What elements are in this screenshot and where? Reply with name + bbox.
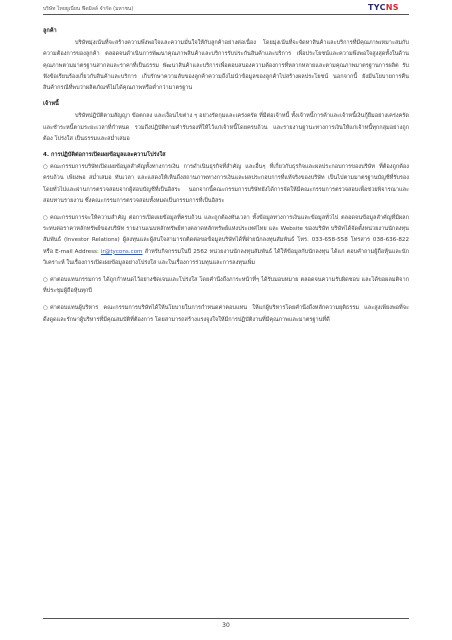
logo-main-text: TYC xyxy=(368,3,386,12)
section-heading-disclosure: 4. การปฏิบัติต่อการเปิดเผยข้อมูลและความโปร่งใส xyxy=(43,152,166,159)
bullet-icon: ○ xyxy=(43,305,48,312)
bullet-icon: ○ xyxy=(43,277,48,284)
bullet-icon: ○ xyxy=(43,164,48,171)
disclosure-paragraph-4-text: ค่าตอบแทนผู้บริหาร คณะกรรมการบริษัทได้ให้นโยบายในการกำหนดค่าตอบแทน ให้แก่ผู้บริหารโดยคำนึงถึงหลักความยุติธรรม และสูงเพียงพอที่จะดึงดูดและรักษาผู้บริหารที่มีคุณสมบัติที่ต้องการ โดยสามารถสร้างแรงจูงใจให้มีการปฏิบัติงานที่มีคุณภาพและมาตรฐานที่ดี xyxy=(43,305,409,323)
disclosure-paragraph-2 xyxy=(43,213,409,269)
disclosure-paragraph-3-text: ค่าตอบแทนกรรมการ ได้ถูกกำหนดไว้อย่างชัดเจนและโปร่งใส โดยคำนึงถึงภาระหน้าที่ๆ ได้รับมอบหมาย ตลอดจนความรับผิดชอบ และได้ขอผลมติจากที่ประชุมผู้ถือหุ้นทุกปี xyxy=(43,277,409,295)
header-divider xyxy=(43,14,409,15)
disclosure-paragraph-1 xyxy=(43,162,409,207)
company-logo xyxy=(368,3,399,12)
investor-relations-email-link[interactable]: ir@tycons.com xyxy=(100,248,143,255)
disclosure-paragraph-1-text: คณะกรรมการบริษัทเปิดเผยข้อมูลสำคัญทั้งทางการเงิน การดำเนินธุรกิจที่สำคัญ และอื่นๆ ที่เกี่ยวกับธุรกิจและผลประกอบการของบริษัท ที่ต้องถูกต้อง ครบถ้วน เพียงพอ สม่ำเสมอ ทันเวลา และแสดงให้เห็นถึงสถานภาพทางการเงินและผลประกอบการที่แท้จริงของบริษัท เป็นไปตามมาตรฐานบัญชีที่รับรองโดยทั่วไปและผ่านการตรวจสอบจากผู้สอบบัญชีที่เป็นอิสระ นอกจากนี้คณะกรรมการบริษัทยังได้การจัดให้มีคณะกรรมการตรวจสอบเพื่อช่วยพิจารณาและสอบทานรายงาน ซึ่งคณะกรรมการตรวจสอบทั้งหมดเป็นกรรมการที่เป็นอิสระ xyxy=(43,164,409,204)
logo-accent-text: NS xyxy=(385,3,399,12)
section-heading-customers: ลูกค้า xyxy=(43,28,57,34)
page-header xyxy=(0,0,452,18)
footer-divider xyxy=(43,618,409,619)
customers-paragraph: บริษัทมุ่งเน้นที่จะสร้างความพึงพอใจและความมั่นใจให้กับลูกค้าอย่างต่อเนื่อง โดยมุ่งเน้นที่จะจัดหาสินค้าและบริการที่มีคุณภาพเหมาะสมกับความต้องการของลูกค้า ตลอดจนดำเนินการพัฒนาคุณภาพสินค้าและบริการรับประกันสินค้าและบริการ เพื่อประโยชน์และความพึงพอใจสูงสุดทั้งในด้านคุณภาพตามมาตรฐานสากลและราคาที่เป็นธรรม พัฒนาสินค้าและบริการเพื่อตอบสนองความต้องการที่หลากหลายและตามคุณภาพมาตรฐานการผลิต รับฟังข้อเรียนร้องเกี่ยวกับสินค้าและบริการ เก็บรักษาความลับของลูกค้าความถึงไม่นำข้อมูลของลูกค้าไปสร้างผลประโยชน์ นอกจากนี้ ยังมีนโยบายการคืนสินค้ากรณีที่พบว่าผลิตภัณฑ์ไม่ได้คุณภาพหรือต่ำกว่ามาตรฐาน xyxy=(43,40,409,92)
page-number: 30 xyxy=(222,622,230,629)
bullet-icon: ○ xyxy=(43,215,48,222)
page-content xyxy=(43,22,409,331)
disclosure-paragraph-4 xyxy=(43,303,409,325)
disclosure-paragraph-3 xyxy=(43,275,409,297)
section-heading-creditors: เจ้าหนี้ xyxy=(43,101,59,108)
creditors-paragraph: บริษัทปฏิบัติตามสัญญา ข้อตกลง และเงื่อนไขต่าง ๆ อย่างรัดกุมและเคร่งครัด ที่มีต่อเจ้าหนี้ ทั้งเจ้าหนี้การค้าและเจ้าหนี้เงินกู้ยืมอย่างเคร่งครัดและชำระหนี้ตามระยะเวลาที่กำหนด รวมถึงปฏิบัติตามคำรับรองที่ให้ไว้แก่เจ้าหนี้โดยครบถ้วน และรายงานฐานะทางการเงินให้แก่เจ้าหนี้ทุกกลุ่มอย่างถูกต้อง โปร่งใส เป็นธรรมและสม่ำเสมอ xyxy=(43,113,409,142)
disclosure-paragraph-2-text-end: สำหรับกิจกรรมในปี 2562 หน่วยงานนักลงทุนสัมพันธ์ ได้ให้ข้อมูลกับนักลงทุน ได้แก่ ตอบคำถามผู้ถือหุ้นและนักวิเคราะห์ ในเรื่องการเปิดเผยข้อมูลอย่างโปร่งใส และในเรื่องการร่วมทุนและการลงทุนเพิ่ม xyxy=(43,248,410,266)
header-company-name: บริษัท ไทยยูเนี่ยน ฟีดมิลล์ จำกัด (มหาชน) xyxy=(43,6,134,12)
disclosure-paragraph-2-text: คณะกรรมการจะให้ความสำคัญ ต่อการเปิดเผยข้อมูลที่ครบถ้วน และถูกต้องทันเวลา ทั้งข้อมูลทางการเงินและข้อมูลทั่วไป ตลอดจนข้อมูลสำคัญที่มีผลกระทบต่อราคาหลักทรัพย์ของบริษัท รายงานแนบหลักทรัพย์ทางตลาดหลักทรัพย์แห่งประเทศไทย และ Website ของบริษัท บริษัทได้จัดตั้งหน่วยงานนักลงทุนสัมพันธ์ (Investor Relations) ผู้ลงทุนและผู้สนใจสามารถติดต่อขอข้อมูลบริษัทได้ที่ฝ่ายนักลงทุนสัมพันธ์ โทร. 033-658-558 โทรสาร 038-636-822 หรือ E-mail Address: xyxy=(43,215,409,255)
